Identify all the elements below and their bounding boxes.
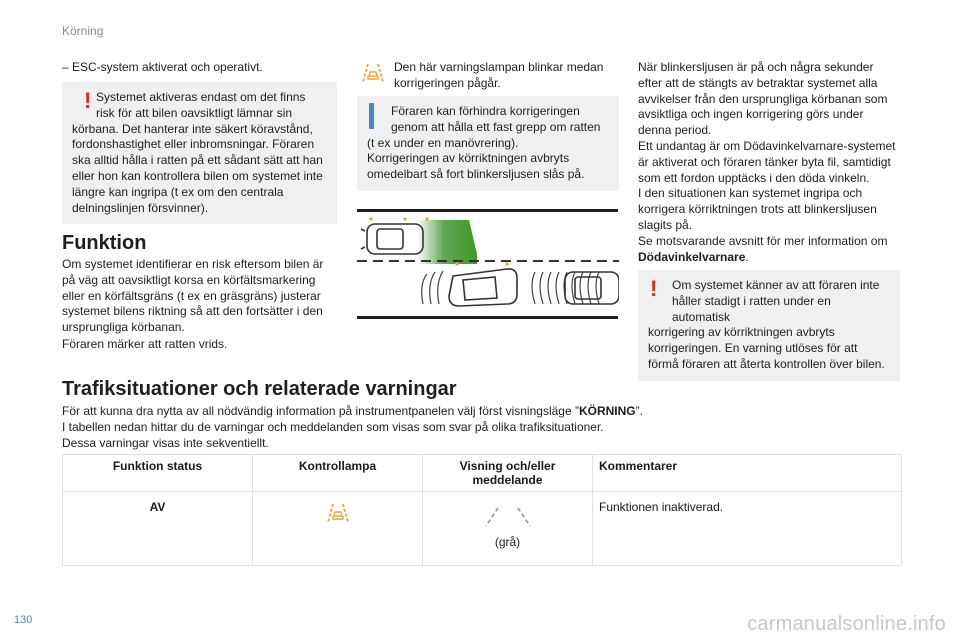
heading-funktion: Funktion (62, 232, 147, 254)
watermark: carmanualsonline.info (747, 613, 946, 635)
status-table (62, 454, 902, 566)
heading-traffic: Trafiksituationer och relaterade varningar (62, 378, 457, 400)
section2-line-1 (62, 404, 902, 420)
th-display: Visning och/eller meddelande (423, 455, 593, 492)
dodavinkel-link-text: Dödavinkelvarnare (638, 249, 746, 264)
lamp-text-1: Den här varningslampan blinkar medan (394, 60, 604, 74)
cell-status: AV (63, 492, 253, 566)
warning-box-1 (62, 82, 337, 224)
warning-rest: körbana. Det hanterar inte säkert köravstånd, fordonshastighet eller inbromsningar. Föraren ska alltid hålla i ratten på ett sådant sätt att han eller hon kan kontrollera bilen om systemet inte längre kan ingripa (t ex om den centrala delningslinjen försvinner). (72, 121, 323, 215)
lane-keep-lamp-icon (326, 502, 350, 527)
section-title: Körning (62, 24, 104, 38)
col3-para-4 (638, 234, 900, 266)
col3-para-4-end: . (745, 249, 749, 264)
line1-bold: KÖRNING (578, 404, 636, 418)
warning2-rest: korrigering av körriktningen avbryts korrigeringen. En varning utlöses för att förmå föraren att återta kontrollen över bilen. (648, 325, 885, 371)
col3-para-4-text: Se motsvarande avsnitt för mer information om (638, 233, 888, 248)
info-line-1: Föraren kan förhindra korrigeringen (391, 104, 580, 118)
info-icon (369, 103, 374, 129)
lamp-text-2: korrigeringen pågår. (394, 76, 501, 90)
th-lamp: Kontrollampa (253, 455, 423, 492)
info-rest-2: Korrigeringen av körriktningen avbryts omedelbart så fort blinkersljusen slås på. (367, 151, 585, 182)
cell-comment: Funktionen inaktiverad. (599, 500, 724, 514)
display-note: (grå) (494, 535, 521, 549)
warning-box-2 (638, 270, 900, 381)
col3-para-2: Ett undantag är om Dödavinkelvarnare-systemet är aktiverat och föraren tänker byta fil, samtidigt som ett fordon upptäcks i den döda vinkeln. (638, 138, 896, 185)
warning-line-1: Systemet aktiveras endast om det finns (96, 90, 306, 104)
col3-para-1: När blinkersljusen är på och några sekunder efter att de stängts av betraktar systemet alla avvikelser från den ursprungliga körbanan som avsiktliga och ingen korrigering görs under denna period. (638, 60, 888, 138)
lane-display-grey-icon (429, 506, 586, 531)
illustration-bottom-rule (357, 316, 618, 319)
info-rest-1: (t ex under en manövrering). (367, 135, 519, 150)
warning2-line-2: håller stadigt i ratten under en automatisk (672, 293, 831, 324)
table-header-row (63, 455, 902, 492)
funktion-para-2: Föraren märker att ratten vrids. (62, 337, 228, 351)
col3-para-3: I den situationen kan systemet ingripa och korrigera körriktningen trots att blinkersljusen slagits på. (638, 186, 877, 232)
exclamation-icon: ! (84, 88, 92, 113)
th-status: Funktion status (63, 455, 253, 492)
cell-display (423, 492, 593, 566)
info-box (357, 96, 619, 191)
illustration-top-rule (357, 209, 618, 212)
section2-line-3: Dessa varningar visas inte sekventiellt. (62, 436, 269, 450)
th-comment: Kommentarer (599, 459, 678, 473)
info-line-2: genom att hålla ett fast grepp om ratten (391, 119, 601, 134)
line1-post: ”. (635, 404, 643, 418)
funktion-para-1: Om systemet identifierar en risk eftersom bilen är på väg att oavsiktligt korsa en körfältsmarkering eller en körfältsgräns (t ex en gräsgräns) justerar systemet bilens riktning så att den fortsätter i den ursprungliga körbanan. (62, 257, 324, 335)
column-3-text (638, 60, 900, 265)
exclamation-icon: ! (650, 276, 658, 301)
page-number: 130 (14, 614, 33, 626)
warning2-line-1: Om systemet känner av att föraren inte (672, 278, 880, 292)
warning-line-2: risk för att bilen oavsiktligt lämnar sin (96, 105, 293, 120)
section2-line-2: I tabellen nedan hittar du de varningar och meddelanden som visas som svar på olika trafiksituationer. (62, 420, 604, 434)
table-row (63, 492, 902, 566)
cell-lamp (253, 492, 423, 566)
bullet-esc: – ESC-system aktiverat och operativt. (62, 60, 263, 74)
line1-pre: För att kunna dra nytta av all nödvändig information på instrumentpanelen välj först visningsläge ” (62, 404, 579, 418)
lane-correction-illustration (357, 214, 619, 314)
lane-keep-lamp-icon (361, 62, 385, 89)
